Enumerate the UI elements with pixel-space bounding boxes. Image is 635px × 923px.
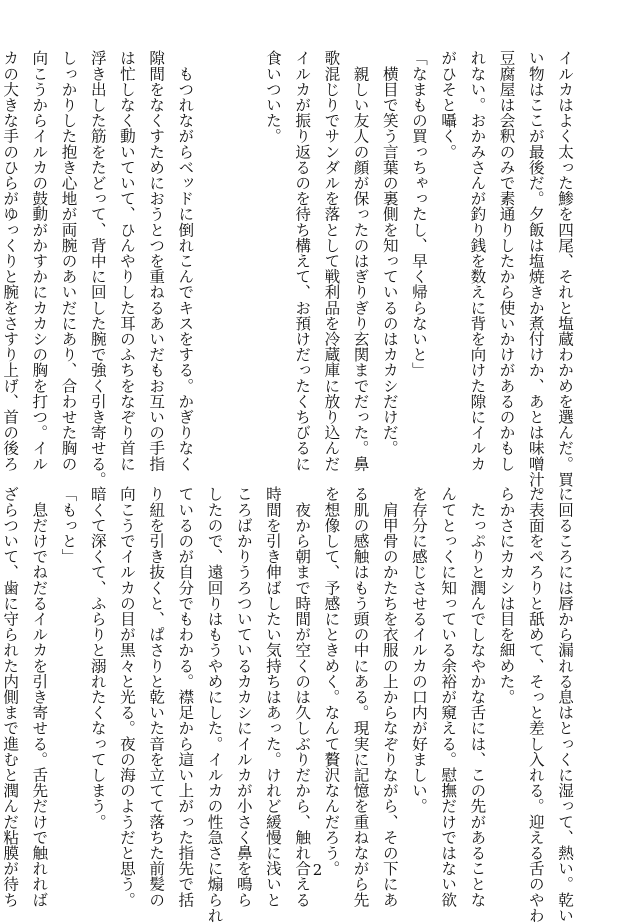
- text-column: イルカが振り返るのを待ち構えて、お預けだったくちびるに: [293, 50, 312, 472]
- text-column: い物はここが最後だ。夕飯は塩焼きか煮付けか、あとは味噌汁。: [526, 50, 545, 503]
- text-column: を想像して、予感にときめく。なんて贅沢なんだろう。: [322, 486, 341, 876]
- text-column: ざらついて、歯に守られた内側まで進むと潤んだ粘膜が待ち: [1, 486, 20, 908]
- text-column: がひそと囁く。: [439, 50, 458, 160]
- text-column: ころばかりうろついているカカシにイルカが小さく鼻を鳴ら: [234, 486, 253, 908]
- text-column: た表面をぺろりと舐めて、そっと差し入れる。迎える舌のやわ: [526, 486, 545, 923]
- text-column: は忙しなく動いていて、ひんやりした耳のふちをなぞり首に: [117, 50, 136, 472]
- text-column: カの大きな手のひらがゆっくりと腕をさすり上げ、首の後ろ: [1, 50, 20, 472]
- text-column: 夜から朝まで時間が空くのは久しぶりだから、触れ合える: [293, 486, 312, 908]
- text-column: に回るころには唇から漏れる息はとっくに湿って、熱い。乾い: [556, 486, 574, 923]
- text-column: 時間を引き伸ばしたい気持ちはあった。けれど緩慢に浅いと: [263, 486, 282, 908]
- blank-column: [199, 50, 228, 442]
- text-column: 肩甲骨のかたちを衣服の上からなぞりながら、その下にあ: [380, 486, 399, 908]
- text-column: 向こうからイルカの鼓動がかすかにカカシの胸を打つ。イル: [30, 50, 49, 472]
- text-column: たっぷりと潤んでしなやかな舌には、この先があることな: [468, 486, 487, 908]
- text-column: 豆腐屋は会釈のみで素通りしたから使いかけがあるのかもし: [497, 50, 516, 472]
- text-column: 息だけでねだるイルカを引き寄せる。舌先だけで触れれば: [30, 486, 49, 908]
- text-column: 親しい友人の顔が保ったのはぎりぎり玄関までだった。鼻: [351, 50, 370, 472]
- text-column: もつれながらベッドに倒れこんでキスをする。かぎりなく: [176, 50, 195, 472]
- page-number: 2: [312, 861, 323, 879]
- text-column: 歌混じりでサンダルを落として戦利品を冷蔵庫に放り込んだ: [322, 50, 341, 472]
- text-column: したので、遠回りはもうやめにした。イルカの性急さに煽られ: [205, 486, 224, 923]
- text-column: 浮き出した筋をたどって、背中に回した腕で強く引き寄せる。: [88, 50, 107, 487]
- text-column: 「もっと」: [59, 486, 78, 564]
- text-column: しっかりした抱き心地が両腕のあいだにあり、合わせた胸の: [59, 50, 78, 472]
- text-column: 横目で笑う言葉の裏側を知っているのはカカシだけだ。: [380, 50, 399, 456]
- text-column: らかさにカカシは目を細めた。: [497, 486, 516, 705]
- blank-column: [229, 50, 258, 442]
- text-column: 食いついた。: [263, 50, 282, 144]
- text-column: 隙間をなくすためにおうとつを重ねるあいだもお互いの手指: [147, 50, 166, 472]
- text-column: ているのが自分でもわかる。襟足から這い上がった指先で括: [176, 486, 195, 908]
- text-column: れない。おかみさんが釣り銭を数えに背を向けた隙にイルカ: [468, 50, 487, 472]
- text-column: んてとっくに知っている余裕が窺える。慰撫だけではない欲: [439, 486, 458, 908]
- text-column: り紐を引き抜くと、ぱさりと乾いた音を立てて落ちた前髪の: [147, 486, 166, 908]
- text-column: 向こうでイルカの目が黒々と光る。夜の海のようだと思う。: [117, 486, 136, 908]
- text-column: を存分に感じさせるイルカの口内が好ましい。: [409, 486, 428, 814]
- text-column: 「なまもの買っちゃったし、早く帰らないと」: [409, 50, 428, 378]
- upper-text-block: [1, 50, 579, 503]
- text-column: 暗くて深くて、ふらりと溺れたくなってしまう。: [88, 486, 107, 830]
- text-column: る肌の感触はもう頭の中にある。現実に記憶を重ねながら先: [351, 486, 370, 908]
- lower-text-block: [1, 486, 579, 923]
- text-column: イルカはよく太った鯵を四尾、それと塩蔵わかめを選んだ。買: [556, 50, 574, 487]
